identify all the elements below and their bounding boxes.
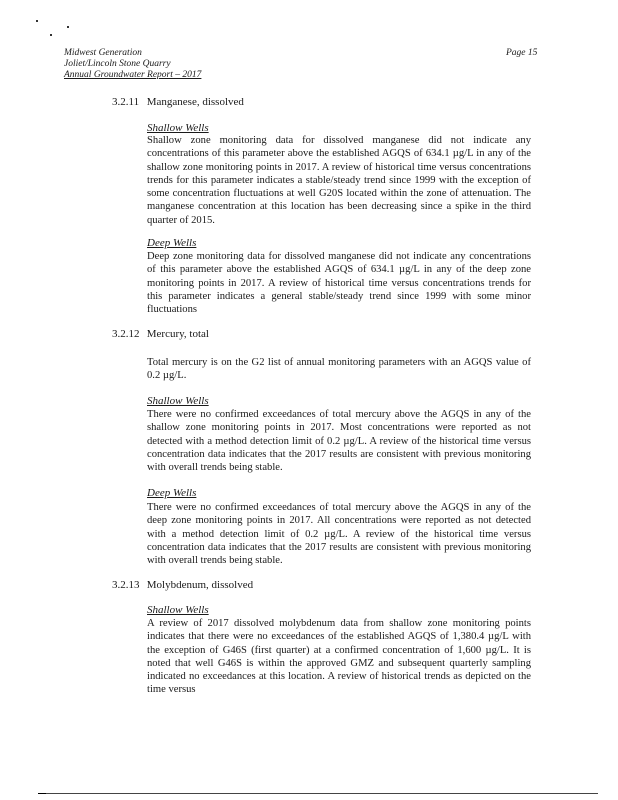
section-number: 3.2.12	[112, 328, 140, 340]
paragraph-mercury-deep: There were no confirmed exceedances of total mercury above the AGQS in any of the deep zone monitoring points in 2017. All concentrations were reported as not detected with a method detection limit of 0.2 µg/L. A review of the historical time versus concentration data indicates that the 2017 results are consistent with previous monitoring with overall trends being stable.	[147, 502, 531, 567]
footer-rule	[38, 793, 598, 794]
paragraph-manganese-shallow: Shallow zone monitoring data for dissolved manganese did not indicate any concentrations of this parameter above the established AGQS of 634.1 µg/L in any of the shallow zone monitoring points in 2017. A review of historical time versus concentrations trends for this parameter indicates a stable/steady trend since 1999 with the exception of some concentration fluctuations at well G20S located within the zone of attenuation. The manganese concentration at this location has been decreasing since a spike in the third quarter of 2015.	[147, 135, 531, 226]
header-report-title: Annual Groundwater Report – 2017	[64, 70, 202, 80]
section-heading-3-2-11	[112, 96, 244, 108]
paragraph-molybdenum-shallow: A review of 2017 dissolved molybdenum data from shallow zone monitoring points indicates that there were no exceedances of the established AGQS of 1,380.4 µg/L with the exception of G46S (first quarter) at a confirmed concentration of 1,600 µg/L. It is noted that well G46S is within the approved GMZ and subsequent quarterly sampling indicated no exceedances at this location. A review of historical trends as depicted on the time versus	[147, 618, 531, 696]
scan-speck	[50, 34, 52, 36]
page-number: Page 15	[506, 48, 538, 58]
section-heading-3-2-12	[112, 328, 209, 340]
section-title: Manganese, dissolved	[146, 96, 244, 108]
footer-mark	[38, 793, 46, 794]
paragraph-mercury-shallow: There were no confirmed exceedances of total mercury above the AGQS in any of the shallow zone monitoring points in 2017. Most concentrations were reported as not detected with a method detection limit of 0.2 µg/L. A review of the historical time versus concentration data indicates that the 2017 results are consistent with previous monitoring with overall trends being stable.	[147, 409, 531, 474]
subheading-shallow-wells: Shallow Wells	[147, 122, 209, 134]
subheading-deep-wells: Deep Wells	[147, 487, 197, 499]
paragraph-manganese-deep: Deep zone monitoring data for dissolved manganese did not indicate any concentrations of this parameter above the established AGQS of 634.1 µg/L in any of the deep zone monitoring points in 2017. A review of historical time versus concentrations trends for this parameter indicates a general stable/steady trend since 1999 with some minor fluctuations	[147, 251, 531, 316]
scan-speck	[36, 20, 38, 22]
scan-speck	[67, 26, 69, 28]
subheading-shallow-wells: Shallow Wells	[147, 395, 209, 407]
section-number: 3.2.13	[112, 579, 140, 591]
running-header	[64, 48, 201, 81]
section-title: Molybdenum, dissolved	[146, 579, 254, 591]
subheading-shallow-wells: Shallow Wells	[147, 604, 209, 616]
paragraph-mercury-intro: Total mercury is on the G2 list of annual monitoring parameters with an AGQS value of 0.2 µg/L.	[147, 357, 531, 382]
subheading-deep-wells: Deep Wells	[147, 237, 197, 249]
header-company: Midwest Generation	[64, 48, 142, 58]
section-heading-3-2-13	[112, 579, 253, 591]
section-number: 3.2.11	[112, 96, 140, 108]
section-title: Mercury, total	[146, 328, 209, 340]
header-site: Joliet/Lincoln Stone Quarry	[64, 59, 171, 69]
